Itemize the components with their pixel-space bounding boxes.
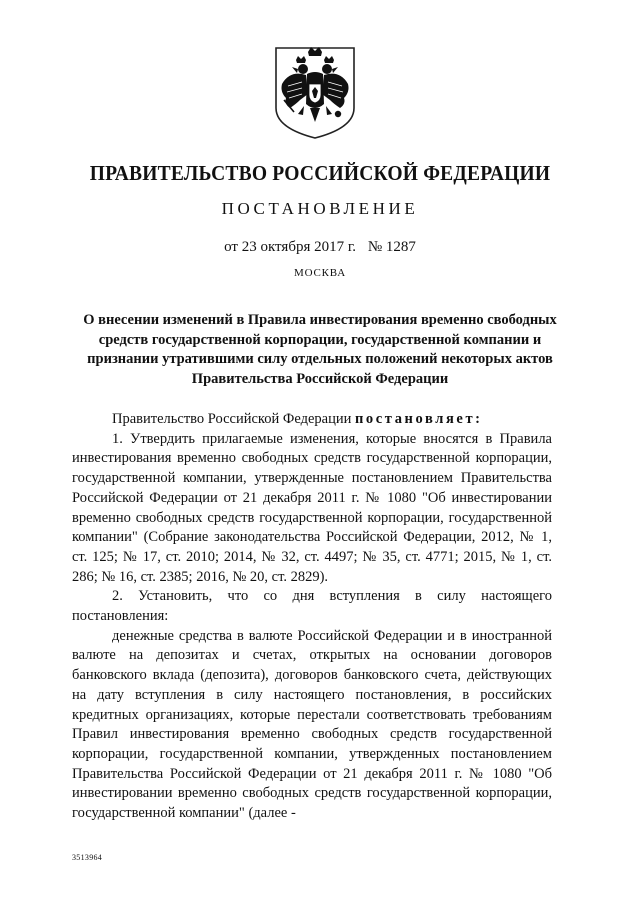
decree-verb: постановляет: bbox=[354, 411, 483, 427]
coat-of-arms-emblem-icon bbox=[270, 42, 360, 140]
document-type: ПОСТАНОВЛЕНИЕ bbox=[221, 199, 419, 218]
city: МОСКВА bbox=[294, 267, 346, 279]
government-title: ПРАВИТЕЛЬСТВО РОССИЙСКОЙ ФЕДЕРАЦИИ bbox=[89, 161, 551, 185]
document-body bbox=[72, 410, 552, 824]
document-date: от 23 октября 2017 г. bbox=[224, 239, 357, 255]
number-sign: № bbox=[367, 239, 383, 255]
document-date-line bbox=[0, 239, 640, 256]
footer-document-code: 3513964 bbox=[72, 853, 103, 862]
item-1-paragraph: 1. Утвердить прилагаемые изменения, которые вносятся в Правила инвестирования временно свободных средств государственной корпорации, государственной компании, утвержденные постановлением Правительства Российской Федерации от 21 декабря 2011 г. № 1080 "Об инвестировании временно свободных средств государственной корпорации, государственной компании" (Собрание законодательства Российской Федерации, 2012, № 1, ст. 125; № 17, ст. 2010; 2014, № 32, ст. 4497; № 35, ст. 4771; 2015, № 1, ст. 286; № 16, ст. 2385; 2016, № 20, ст. 2829). bbox=[72, 430, 552, 585]
item-2-paragraph: 2. Установить, что со дня вступления в силу настоящего постановления: bbox=[72, 588, 552, 625]
document-subject: О внесении изменений в Правила инвестирования временно свободных средств государственной корпорации, государственной компании и признании утратившими силу отдельных положений некоторых актов Правительства Российской Федерации bbox=[83, 312, 557, 387]
intro-paragraph bbox=[72, 410, 552, 430]
document-number: 1287 bbox=[385, 239, 416, 255]
intro-prefix: Правительство Российской Федерации bbox=[112, 411, 355, 427]
item-2-subparagraph: денежные средства в валюте Российской Федерации и в иностранной валюте на депозитах и счетах, открытых на основании договоров банковского вклада (депозита), договоров банковского счета, действующих на дату вступления в силу настоящего постановления, в российских кредитных организациях, которые перестали соответствовать требованиям Правил инвестирования временно свободных средств государственной корпорации, государственной компании, утвержденных постановлением Правительства Российской Федерации от 21 декабря 2011 г. № 1080 "Об инвестировании временно свободных средств государственной корпорации, государственной компании" (далее - bbox=[72, 627, 552, 822]
